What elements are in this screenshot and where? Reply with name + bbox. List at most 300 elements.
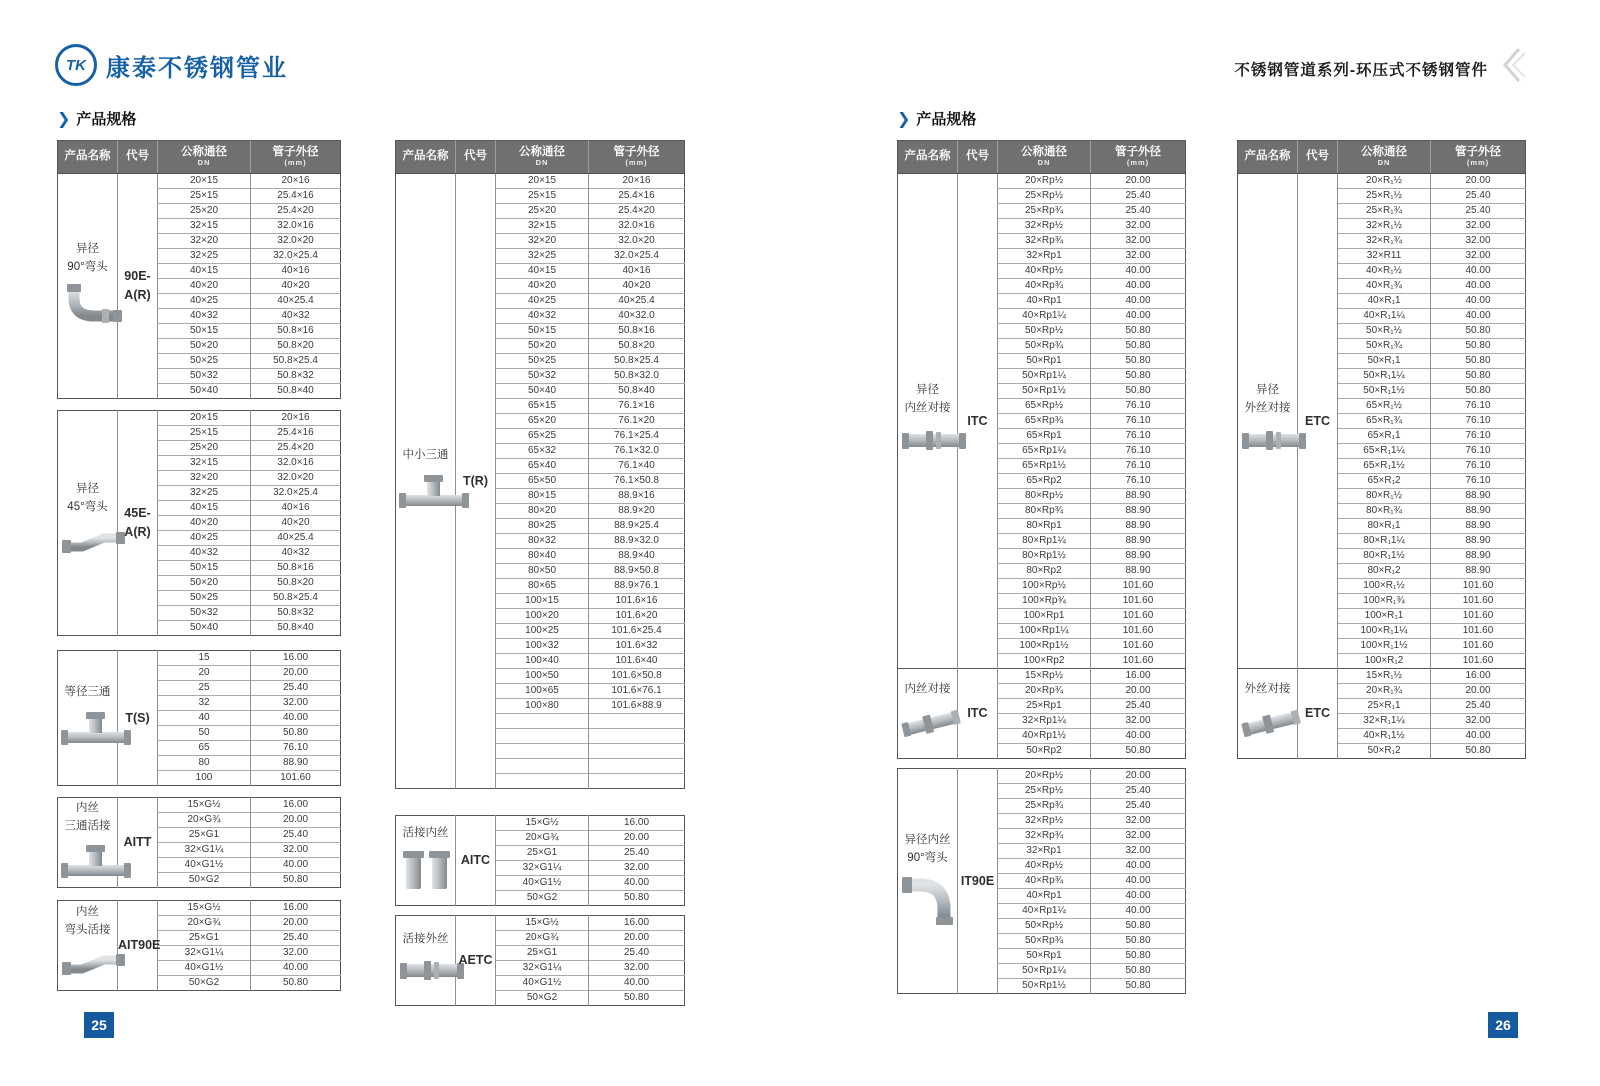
column-header: 产品名称 [898,141,958,174]
table-male-adapter [1237,140,1526,759]
od-cell: 40×25.4 [251,531,341,546]
dn-cell: 50×15 [158,324,251,339]
od-cell: 32.0×20 [251,234,341,249]
od-cell: 76.10 [1091,459,1186,474]
od-cell: 25.40 [251,931,341,946]
dn-cell: 25 [158,681,251,696]
od-cell: 88.90 [1091,504,1186,519]
product-name-cell [898,769,958,994]
dn-cell: 50×40 [158,384,251,399]
table-reducing-female-90-elbow [897,768,1186,994]
dn-cell: 50×Rp2 [998,744,1091,759]
od-cell: 20.00 [1091,684,1186,699]
od-cell: 25.4×20 [589,204,685,219]
od-cell: 25.40 [1091,784,1186,799]
empty-cell [496,729,589,744]
od-cell: 25.4×16 [589,189,685,204]
empty-cell [496,774,589,789]
od-cell: 50.8×32 [251,369,341,384]
table-row [898,669,1186,684]
dn-cell: 40×R₁1½ [1338,729,1431,744]
od-cell: 101.60 [1431,654,1526,669]
od-cell: 16.00 [251,798,341,813]
dn-cell: 80×R₁½ [1338,489,1431,504]
product-name: 异径 外丝对接 [1244,384,1291,414]
product-code-cell: ETC [1298,174,1338,669]
dn-cell: 50×Rp1¼ [998,369,1091,384]
od-cell: 101.60 [1091,639,1186,654]
od-cell: 101.6×25.4 [589,624,685,639]
dn-cell: 80×Rp2 [998,564,1091,579]
product-name: 等径三通 [64,686,111,699]
od-cell: 50.80 [589,991,685,1006]
dn-cell: 32×15 [158,219,251,234]
tee-icon [58,707,117,752]
product-code-cell: T(R) [456,174,496,789]
empty-cell [589,774,685,789]
od-cell: 40.00 [251,711,341,726]
od-cell: 32.00 [1091,829,1186,844]
dn-cell: 50×Rp½ [998,324,1091,339]
od-cell: 88.90 [1431,504,1526,519]
dn-cell: 50×15 [158,561,251,576]
dn-cell: 25×Rp¾ [998,799,1091,814]
dn-cell: 25×20 [158,441,251,456]
od-cell: 50.80 [1431,324,1526,339]
product-name-cell [58,174,118,399]
dn-cell: 100×R₁1 [1338,609,1431,624]
od-cell: 40×16 [589,264,685,279]
od-cell: 76.10 [1431,399,1526,414]
dn-cell: 25×20 [158,204,251,219]
dn-cell: 50×25 [158,591,251,606]
column-header: 公称通径 DN [1338,141,1431,174]
product-name-cell [1238,669,1298,759]
spec-table [57,650,341,786]
product-name-cell [58,798,118,888]
column-header: 产品名称 [1238,141,1298,174]
od-cell: 50.80 [1091,919,1186,934]
od-cell: 32.0×20 [251,471,341,486]
dn-cell: 40×25 [158,531,251,546]
od-cell: 25.40 [1091,189,1186,204]
od-cell: 25.40 [1091,799,1186,814]
dn-cell: 100×65 [496,684,589,699]
table-row [58,651,341,666]
od-cell: 40.00 [1091,889,1186,904]
od-cell: 50.80 [1091,744,1186,759]
dn-cell: 32×20 [158,471,251,486]
dn-cell: 40×R₁¾ [1338,279,1431,294]
column-header: 代号 [118,141,158,174]
dn-cell: 100×80 [496,699,589,714]
od-cell: 40.00 [251,961,341,976]
od-cell: 88.90 [1091,489,1186,504]
product-name-cell [396,916,456,1006]
table-row [1238,669,1526,684]
chevron-left-icon [1498,46,1526,89]
dn-cell: 20×R₁¾ [1338,684,1431,699]
od-cell: 50.80 [1091,354,1186,369]
dn-cell: 100×R₁½ [1338,579,1431,594]
dn-cell: 65×15 [496,399,589,414]
dn-cell: 25×Rp¾ [998,204,1091,219]
od-cell: 88.9×50.8 [589,564,685,579]
od-cell: 40×25.4 [251,294,341,309]
dn-cell: 32×G1¼ [158,843,251,858]
od-cell: 50.8×25.4 [251,591,341,606]
brand-logo-icon: TK [55,44,97,86]
od-cell: 40.00 [1431,309,1526,324]
dn-cell: 50×Rp1½ [998,979,1091,994]
dn-cell: 20×G¾ [158,916,251,931]
od-cell: 32.0×20 [589,234,685,249]
empty-cell [496,759,589,774]
dn-cell: 32×Rp½ [998,219,1091,234]
dn-cell: 100×Rp½ [998,579,1091,594]
document-title: 不锈钢管道系列-环压式不锈钢管件 [1234,62,1488,79]
dn-cell: 40×R₁1 [1338,294,1431,309]
product-name: 外丝对接 [1244,682,1291,695]
od-cell: 76.10 [1091,444,1186,459]
dn-cell: 80×R₁1 [1338,519,1431,534]
dn-cell: 40×G1½ [158,858,251,873]
product-name-cell [58,901,118,991]
product-code-cell: AITC [456,816,496,906]
od-cell: 32.00 [1091,844,1186,859]
od-cell: 101.60 [1431,639,1526,654]
dn-cell: 50×20 [496,339,589,354]
od-cell: 32.00 [1091,234,1186,249]
od-cell: 32.00 [1091,219,1186,234]
column-header: 产品名称 [396,141,456,174]
od-cell: 20×16 [251,411,341,426]
od-cell: 32.00 [589,961,685,976]
column-header: 公称通径 DN [998,141,1091,174]
od-cell: 88.9×76.1 [589,579,685,594]
dn-cell: 65×20 [496,414,589,429]
od-cell: 40×16 [251,501,341,516]
od-cell: 50.8×20 [251,339,341,354]
od-cell: 40×16 [251,264,341,279]
dn-cell: 32×Rp½ [998,814,1091,829]
od-cell: 20.00 [1091,769,1186,784]
product-name-cell [396,816,456,906]
dn-cell: 80×25 [496,519,589,534]
dn-cell: 100×R₁1¼ [1338,624,1431,639]
od-cell: 76.1×16 [589,399,685,414]
dn-cell: 50×G2 [496,891,589,906]
dn-cell: 40×20 [496,279,589,294]
dn-cell: 32×15 [496,219,589,234]
od-cell: 32.00 [1091,714,1186,729]
od-cell: 76.10 [251,741,341,756]
od-cell: 50.8×25.4 [251,354,341,369]
od-cell: 50.80 [251,726,341,741]
column-header: 管子外径 (mm) [1091,141,1186,174]
dn-cell: 50×32 [158,369,251,384]
dn-cell: 40×Rp1¼ [998,904,1091,919]
od-cell: 50.80 [251,976,341,991]
dn-cell: 32×25 [158,486,251,501]
dn-cell: 50×20 [158,576,251,591]
dn-cell: 32×R₁½ [1338,219,1431,234]
spec-table [897,768,1186,994]
dn-cell: 65×Rp¾ [998,414,1091,429]
od-cell: 50.8×40 [251,384,341,399]
product-name: 内丝 弯头活接 [64,905,111,936]
dn-cell: 20×G¾ [496,831,589,846]
dn-cell: 20×R₁½ [1338,174,1431,189]
od-cell: 40.00 [589,976,685,991]
product-name: 异径 45°弯头 [67,483,108,513]
od-cell: 40.00 [1091,279,1186,294]
dn-cell: 100×20 [496,609,589,624]
dn-cell: 50×32 [158,606,251,621]
empty-cell [589,759,685,774]
empty-cell [496,744,589,759]
od-cell: 88.9×20 [589,504,685,519]
dn-cell: 40×32 [158,546,251,561]
od-cell: 25.40 [1431,189,1526,204]
od-cell: 32.0×25.4 [589,249,685,264]
dn-cell: 32×R₁1¼ [1338,714,1431,729]
dn-cell: 40×R₁½ [1338,264,1431,279]
od-cell: 50.80 [1091,979,1186,994]
empty-cell [496,714,589,729]
od-cell: 101.60 [251,771,341,786]
dn-cell: 100×Rp1 [998,609,1091,624]
product-name: 内丝 三通活接 [64,801,111,832]
od-cell: 20×16 [589,174,685,189]
table-reducing-tee [395,140,685,789]
product-code-cell: T(S) [118,651,158,786]
od-cell: 76.10 [1091,399,1186,414]
dn-cell: 50×R₁¾ [1338,339,1431,354]
od-cell: 88.90 [251,756,341,771]
od-cell: 32.00 [251,946,341,961]
od-cell: 76.10 [1431,444,1526,459]
dn-cell: 80×50 [496,564,589,579]
od-cell: 50.80 [1091,949,1186,964]
column-header: 公称通径 DN [496,141,589,174]
od-cell: 20.00 [589,931,685,946]
dn-cell: 80×65 [496,579,589,594]
table-row [396,174,685,189]
od-cell: 25.40 [1431,699,1526,714]
table-row [58,901,341,916]
page-number-right: 26 [1488,1012,1518,1038]
dn-cell: 15 [158,651,251,666]
product-code-cell: AITT [118,798,158,888]
dn-cell: 50×Rp½ [998,919,1091,934]
dn-cell: 40×15 [158,501,251,516]
od-cell: 101.60 [1431,624,1526,639]
table-equal-tee [57,650,341,786]
section-arrow-icon: ❯ [897,110,911,128]
od-cell: 16.00 [251,901,341,916]
dn-cell: 50 [158,726,251,741]
od-cell: 40×20 [251,279,341,294]
od-cell: 101.6×50.8 [589,669,685,684]
dn-cell: 50×Rp¾ [998,934,1091,949]
dn-cell: 25×R₁¾ [1338,204,1431,219]
table-reducing-45-elbow [57,410,341,636]
dn-cell: 32×G1¼ [496,961,589,976]
od-cell: 25.40 [251,828,341,843]
dn-cell: 20×G¾ [158,813,251,828]
dn-cell: 40×20 [158,516,251,531]
od-cell: 50.8×16 [251,561,341,576]
od-cell: 50.80 [1091,964,1186,979]
product-name-cell [58,411,118,636]
dn-cell: 32×15 [158,456,251,471]
empty-cell [589,729,685,744]
dn-cell: 25×Rp½ [998,784,1091,799]
product-name: 内丝对接 [904,682,951,695]
dn-cell: 32×20 [496,234,589,249]
product-code-cell: ITC [958,669,998,759]
dn-cell: 80×Rp¾ [998,504,1091,519]
dn-cell: 100×R₁1½ [1338,639,1431,654]
product-name-cell [898,174,958,669]
od-cell: 101.60 [1431,579,1526,594]
od-cell: 88.90 [1091,519,1186,534]
table-row [58,174,341,189]
product-code-cell: 45E- A(R) [118,411,158,636]
dn-cell: 20×G¾ [496,931,589,946]
od-cell: 88.90 [1431,534,1526,549]
dn-cell: 25×Rp1 [998,699,1091,714]
dn-cell: 32×Rp1¼ [998,714,1091,729]
od-cell: 32.00 [251,843,341,858]
od-cell: 76.1×40 [589,459,685,474]
dn-cell: 50×15 [496,324,589,339]
spec-table [57,140,341,399]
dn-cell: 50×Rp¾ [998,339,1091,354]
dn-cell: 80×Rp½ [998,489,1091,504]
od-cell: 25.40 [251,681,341,696]
od-cell: 40.00 [1091,264,1186,279]
od-cell: 88.9×25.4 [589,519,685,534]
od-cell: 20×16 [251,174,341,189]
od-cell: 40.00 [1091,874,1186,889]
table-female-elbow-union [57,900,341,991]
elbow-45-icon [58,944,117,987]
dn-cell: 40×Rp¾ [998,279,1091,294]
dn-cell: 80×20 [496,504,589,519]
section-arrow-icon: ❯ [57,110,71,128]
dn-cell: 25×G1 [496,946,589,961]
column-header: 管子外径 (mm) [589,141,685,174]
dn-cell: 80×R₁¾ [1338,504,1431,519]
od-cell: 88.9×16 [589,489,685,504]
od-cell: 88.90 [1091,534,1186,549]
od-cell: 101.6×32 [589,639,685,654]
dn-cell: 40×Rp½ [998,859,1091,874]
dn-cell: 15×Rp½ [998,669,1091,684]
dn-cell: 25×15 [158,189,251,204]
table-row [396,816,685,831]
od-cell: 25.4×20 [251,441,341,456]
od-cell: 50.80 [1431,369,1526,384]
dn-cell: 65 [158,741,251,756]
dn-cell: 15×G½ [158,901,251,916]
od-cell: 101.60 [1091,579,1186,594]
dn-cell: 20×15 [158,174,251,189]
od-cell: 88.90 [1431,489,1526,504]
od-cell: 76.10 [1091,429,1186,444]
dn-cell: 25×R₁1 [1338,699,1431,714]
dn-cell: 20×Rp½ [998,174,1091,189]
column-header: 公称通径 DN [158,141,251,174]
od-cell: 88.90 [1431,549,1526,564]
od-cell: 76.10 [1431,474,1526,489]
od-cell: 50.80 [1431,354,1526,369]
dn-cell: 80×R₁1¼ [1338,534,1431,549]
dn-cell: 65×Rp1½ [998,459,1091,474]
dn-cell: 40×Rp1½ [998,729,1091,744]
column-header: 产品名称 [58,141,118,174]
dn-cell: 25×G1 [158,828,251,843]
dn-cell: 65×Rp½ [998,399,1091,414]
dn-cell: 65×Rp1 [998,429,1091,444]
dn-cell: 32×25 [158,249,251,264]
dn-cell: 100 [158,771,251,786]
dn-cell: 40×R₁1¼ [1338,309,1431,324]
od-cell: 40×32.0 [589,309,685,324]
dn-cell: 40×Rp1 [998,294,1091,309]
dn-cell: 32×R₁¾ [1338,234,1431,249]
od-cell: 88.9×40 [589,549,685,564]
od-cell: 76.10 [1091,414,1186,429]
product-name: 活接内丝 [402,826,449,839]
dn-cell: 65×50 [496,474,589,489]
dn-cell: 50×G2 [158,873,251,888]
dn-cell: 25×20 [496,204,589,219]
dn-cell: 32×25 [496,249,589,264]
dn-cell: 65×40 [496,459,589,474]
dn-cell: 15×R₁½ [1338,669,1431,684]
dn-cell: 100×15 [496,594,589,609]
dn-cell: 40×25 [496,294,589,309]
od-cell: 25.40 [589,946,685,961]
spec-table [395,915,685,1006]
table-row [58,411,341,426]
section-title-left [57,108,136,129]
od-cell: 32.00 [1431,219,1526,234]
od-cell: 76.10 [1091,474,1186,489]
od-cell: 20.00 [251,916,341,931]
elbow-curve-icon [898,873,957,930]
od-cell: 76.10 [1431,459,1526,474]
dn-cell: 20×15 [496,174,589,189]
od-cell: 25.4×16 [251,189,341,204]
table-reducing-90-elbow [57,140,341,399]
dn-cell: 80×Rp1½ [998,549,1091,564]
od-cell: 88.90 [1431,519,1526,534]
product-name-cell [58,651,118,786]
od-cell: 76.10 [1431,414,1526,429]
spec-table [395,140,685,789]
product-code-cell: 90E- A(R) [118,174,158,399]
od-cell: 40.00 [1091,729,1186,744]
dn-cell: 25×15 [158,426,251,441]
dn-cell: 40×Rp¾ [998,874,1091,889]
dn-cell: 50×G2 [496,991,589,1006]
od-cell: 50.8×25.4 [589,354,685,369]
product-name: 活接外丝 [402,932,449,945]
